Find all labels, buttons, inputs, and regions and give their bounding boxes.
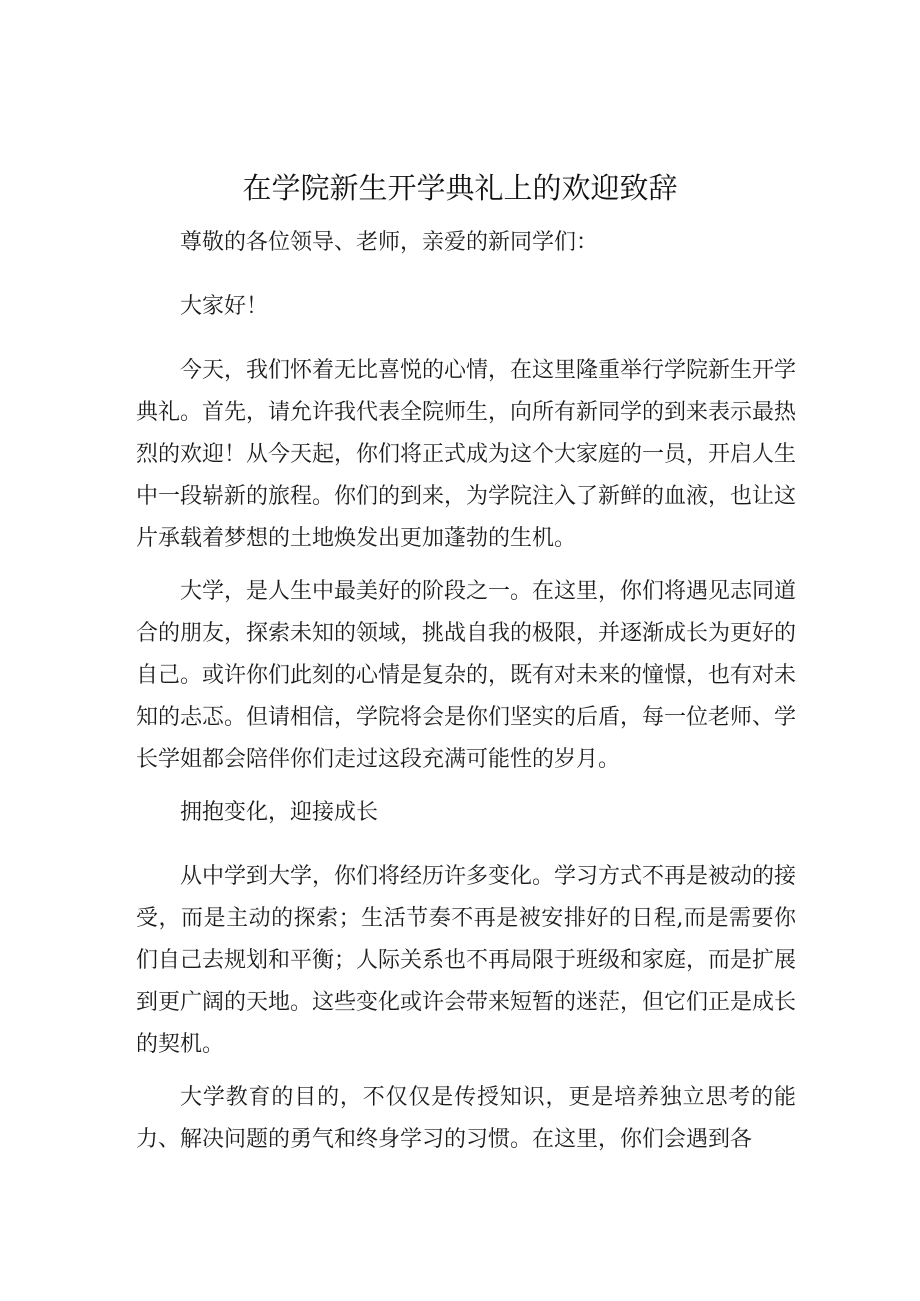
greeting-paragraph: 大家好！ [180, 294, 269, 319]
document-title: 在学院新生开学典礼上的欢迎致辞 [242, 171, 678, 205]
change-paragraph: 从中学到大学，你们将经历许多变化。学习方式不再是被动的接受，而是主动的探索；生活节奏不再是被安排好的日程,而是需要你们自己去规划和平衡；人际关系也不再局限于班级和家庭，而是扩展到更广阔的天地。这些变化或许会带来短暂的迷茫，但它们正是成长的契机。 [136, 864, 797, 1057]
welcome-paragraph: 今天，我们怀着无比喜悦的心情，在这里隆重举行学院新生开学典礼。首先，请允许我代表全院师生，向所有新同学的到来表示最热烈的欢迎！从今天起，你们将正式成为这个大家庭的一员，开启人生中一段崭新的旅程。你们的到来，为学院注入了新鲜的血液，也让这片承载着梦想的土地焕发出更加蓬勃的生机。 [136, 358, 797, 551]
document-body [136, 222, 796, 1172]
education-purpose-paragraph: 大学教育的目的，不仅仅是传授知识，更是培养独立思考的能力、解决问题的勇气和终身学习的习惯。在这里，你们会遇到各 [136, 1085, 796, 1152]
salutation-paragraph: 尊敬的各位领导、老师，亲爱的新同学们： [180, 230, 599, 255]
section-heading-embrace-change: 拥抱变化，迎接成长 [180, 800, 379, 825]
university-life-paragraph: 大学，是人生中最美好的阶段之一。在这里，你们将遇见志同道合的朋友，探索未知的领域，挑战自我的极限，并逐渐成长为更好的自己。或许你们此刻的心情是复杂的，既有对未来的憧憬，也有对未知的忐忑。但请相信，学院将会是你们坚实的后盾，每一位老师、学长学姐都会陪伴你们走过这段充满可能性的岁月。 [136, 579, 797, 772]
